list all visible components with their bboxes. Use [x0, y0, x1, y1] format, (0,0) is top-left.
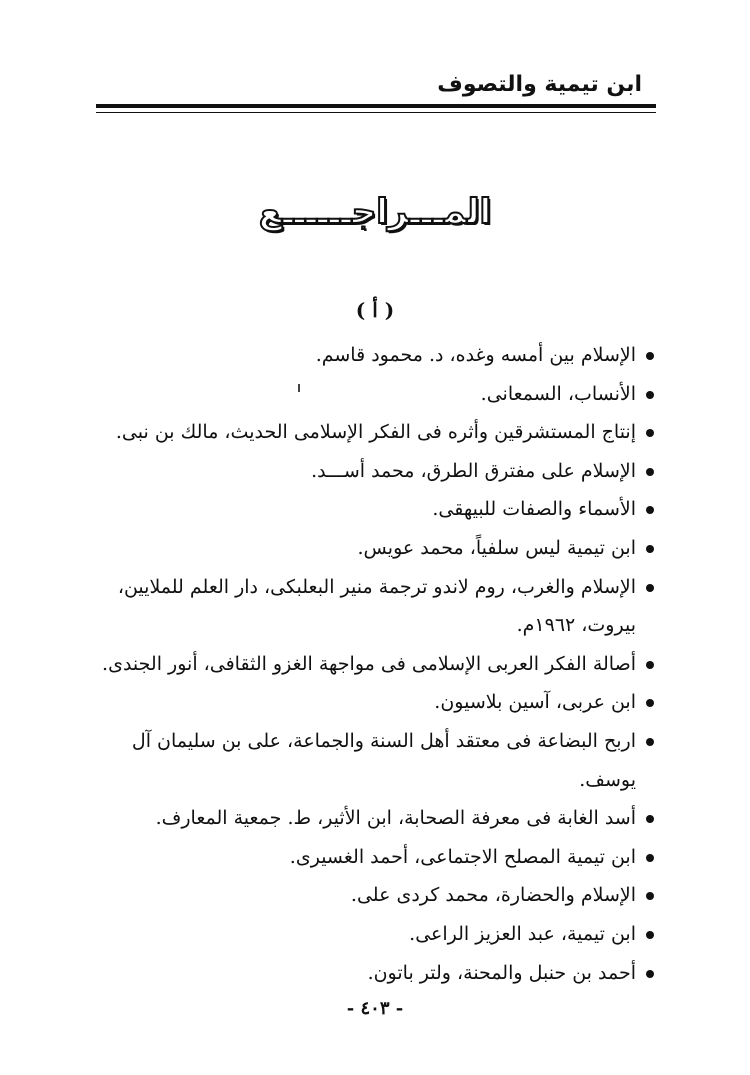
bullet-icon	[646, 429, 654, 437]
bullet-icon	[646, 815, 654, 823]
reference-item	[92, 683, 654, 722]
reference-item	[92, 336, 654, 375]
reference-text: أصالة الفكر العربى الإسلامى فى مواجهة الغزو الثقافى، أنور الجندى.	[102, 652, 636, 675]
reference-item	[92, 722, 654, 799]
section-title: المـــراجــــــع	[258, 192, 492, 232]
header-rule-thick	[96, 104, 656, 108]
reference-text: إنتاج المستشرقين وأثره فى الفكر الإسلامى الحديث، مالك بن نبى.	[115, 421, 636, 444]
reference-text: اربح البضاعة فى معتقد أهل السنة والجماعة، على بن سليمان آل يوسف.	[131, 729, 636, 791]
bullet-icon	[646, 545, 654, 553]
reference-item	[92, 645, 654, 684]
reference-text: ابن تيمية، عبد العزيز الراعى.	[409, 922, 636, 945]
bullet-icon	[646, 468, 654, 476]
reference-text: ابن تيمية ليس سلفياً، محمد عويس.	[357, 536, 636, 559]
reference-text: ابن تيمية المصلح الاجتماعى، أحمد الغسيرى.	[289, 845, 636, 868]
reference-text: الأنساب، السمعانى.	[480, 382, 636, 405]
letter-heading: ( أ )	[355, 298, 395, 322]
reference-item	[92, 838, 654, 877]
reference-text: الإسلام بين أمسه وغده، د. محمود قاسم.	[315, 344, 636, 366]
reference-item	[92, 915, 654, 954]
reference-item	[92, 413, 654, 452]
reference-text: ابن عربى، آسين بلاسيون.	[434, 691, 636, 714]
bullet-icon	[646, 854, 654, 862]
bullet-icon	[646, 738, 654, 746]
bullet-icon	[646, 391, 654, 399]
bullet-icon	[646, 970, 654, 978]
reference-item	[92, 529, 654, 568]
reference-item	[92, 452, 654, 491]
bullet-icon	[646, 352, 654, 360]
header-rule-thin	[96, 112, 656, 113]
bullet-icon	[646, 661, 654, 669]
reference-list	[92, 336, 654, 992]
reference-text: أسد الغابة فى معرفة الصحابة، ابن الأثير، ط. جمعية المعارف.	[155, 807, 636, 830]
bullet-icon	[646, 931, 654, 939]
reference-item	[92, 799, 654, 838]
bullet-icon	[646, 584, 654, 592]
reference-item	[92, 568, 654, 645]
reference-text: الإسلام على مفترق الطرق، محمد أســـد.	[311, 459, 636, 482]
reference-text: الأسماء والصفات للبيهقى.	[432, 498, 636, 521]
reference-item	[92, 876, 654, 915]
reference-item	[92, 490, 654, 529]
reference-item	[92, 375, 654, 414]
page-number: - ٤٠٣ -	[346, 998, 404, 1019]
running-title: ابن تيمية والتصوف	[437, 72, 642, 97]
reference-text: الإسلام والغرب، روم لاندو ترجمة منير البعلبكى، دار العلم للملايين، بيروت، ١٩٦٢م.	[117, 575, 636, 637]
bullet-icon	[646, 699, 654, 707]
reference-text: أحمد بن حنبل والمحنة، ولتر باتون.	[367, 961, 636, 984]
bullet-icon	[646, 506, 654, 514]
bullet-icon	[646, 892, 654, 900]
reference-item	[92, 954, 654, 993]
reference-text: الإسلام والحضارة، محمد كردى على.	[350, 884, 636, 907]
